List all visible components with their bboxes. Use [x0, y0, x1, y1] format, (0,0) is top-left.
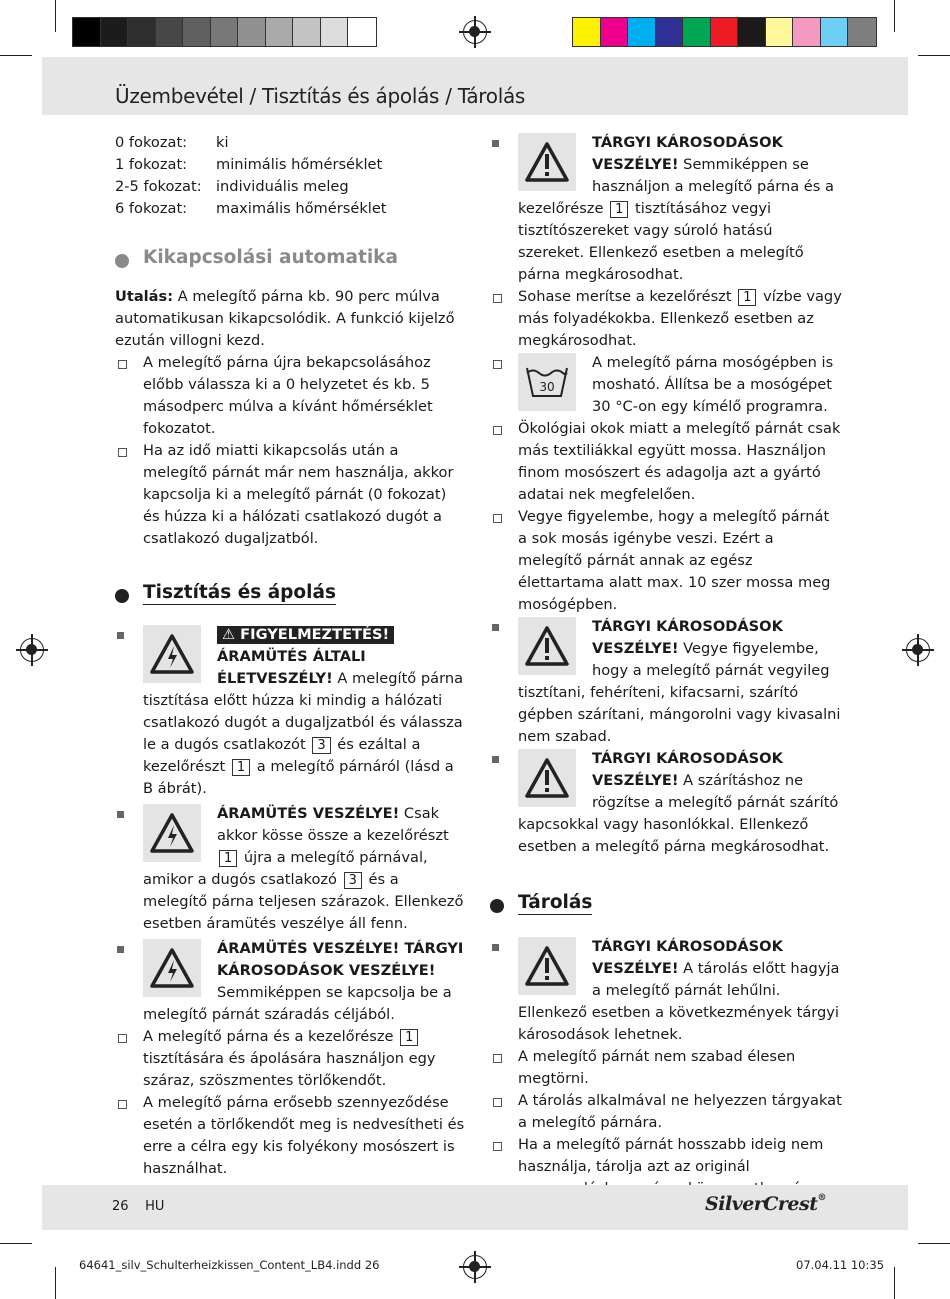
warning-triangle-icon — [518, 937, 576, 995]
process-color-bar — [572, 17, 877, 47]
part-number: 3 — [312, 737, 330, 754]
setting-value: individuális meleg — [216, 178, 349, 195]
electric-hazard-icon — [143, 804, 201, 862]
page-title: Üzembevétel / Tisztítás és ápolás / Tárolás — [115, 84, 526, 108]
color-swatch — [601, 18, 629, 46]
registration-mark-icon — [20, 638, 44, 662]
crop-mark — [918, 1243, 950, 1244]
section-heading-cleaning: Tisztítás és ápolás — [115, 582, 465, 604]
warning-triangle-icon — [518, 617, 576, 675]
language-code: HU — [145, 1199, 165, 1214]
grayscale-color-bar — [72, 17, 377, 47]
color-swatch — [293, 18, 321, 46]
color-swatch — [156, 18, 184, 46]
color-swatch — [238, 18, 266, 46]
crop-mark — [55, 1267, 56, 1299]
color-swatch — [101, 18, 129, 46]
color-swatch — [183, 18, 211, 46]
color-swatch — [848, 18, 876, 46]
color-swatch — [656, 18, 684, 46]
electric-hazard-icon — [143, 625, 201, 683]
warning-triangle-icon — [518, 133, 576, 191]
slug-date: 07.04.11 10:35 — [796, 1258, 885, 1272]
part-number: 1 — [610, 201, 628, 218]
warning-property-damage: TÁRGYI KÁROSODÁSOK VESZÉLYE! A tárolás előtt hagyja a melegítő párnát lehűlni. Ellenkező esetben a következmények tárgyi károsodások lehetnek. — [490, 936, 842, 1046]
list-item: A melegítő párna újra bekapcsolásához előbb válassza ki a 0 helyzetet és kb. 5 másodperc múlva a kívánt hőmérséklet fokozatot. — [115, 352, 465, 440]
list-item: Ökológiai okok miatt a melegítő párnát csak más textiliákkal együtt mossa. Használjon finom mosószert és adagolja azt a gyártó adatai nek megfelelően. — [490, 418, 842, 506]
section-heading-storage: Tárolás — [490, 892, 842, 914]
crop-mark — [918, 55, 950, 56]
warning-property-damage: TÁRGYI KÁROSODÁSOK VESZÉLYE! Semmiképpen se használjon a melegítő párna és a kezelőrésze 1 tisztításához vegyi tisztítószereket vagy súroló hatású szereket. Ellenkező esetben a melegítő párna megkárosodhat. — [490, 132, 842, 286]
warning-triangle-icon — [518, 749, 576, 807]
list-item-washing: 30 A melegítő párna mosógépben is mosható. Állítsa be a mosógépet 30 °C-on egy kímélő programra. — [490, 352, 842, 418]
svg-text:30: 30 — [539, 380, 555, 394]
crop-mark — [0, 1243, 32, 1244]
setting-value: minimális hőmérséklet — [216, 156, 383, 173]
setting-key: 0 fokozat: — [115, 134, 188, 151]
part-number: 3 — [344, 872, 362, 889]
list-item: Ha a melegítő párnát hosszabb ideig nem használja, tárolja azt az originál — [490, 1134, 842, 1222]
setting-value: maximális hőmérséklet — [216, 200, 387, 217]
section-heading-auto-off: Kikapcsolási automatika — [115, 247, 465, 269]
part-number: 1 — [400, 1029, 418, 1046]
page-number: 26 HU — [112, 1199, 165, 1214]
color-swatch — [573, 18, 601, 46]
color-swatch — [321, 18, 349, 46]
part-number: 1 — [219, 850, 237, 867]
part-number: 1 — [232, 759, 250, 776]
color-swatch — [628, 18, 656, 46]
silvercrest-logo: SilverCrest® — [705, 1193, 826, 1215]
crop-mark — [894, 0, 895, 32]
crop-mark — [0, 55, 32, 56]
washing-30-icon — [518, 353, 576, 411]
color-swatch — [821, 18, 849, 46]
color-swatch — [711, 18, 739, 46]
settings-table — [115, 132, 465, 220]
settings-row — [115, 132, 465, 154]
list-item: A melegítő párnát nem szabad élesen megtörni. — [490, 1046, 842, 1090]
settings-row — [115, 198, 465, 220]
color-swatch — [73, 18, 101, 46]
color-swatch — [766, 18, 794, 46]
warning-electric-shock: ⚠ FIGYELMEZTETÉS! ÁRAMÜTÉS ÁLTALI ÉLETVESZÉLY! A melegítő párna tisztítása előtt húzza ki mindig a hálózati csatlakozó dugót a dugaljzatból és válassza le a dugós csatlakozót 3 és ezáltal a kezelőrészt 1 a melegítő párnáról (lásd a B ábrát). — [115, 624, 465, 800]
crop-mark — [894, 1267, 895, 1299]
settings-row — [115, 176, 465, 198]
list-item: Sohase merítse a kezelőrészt 1 vízbe vagy más folyadékokba. Ellenkező esetben az megkárosodhat. — [490, 286, 842, 352]
setting-key: 1 fokozat: — [115, 156, 188, 173]
settings-row — [115, 154, 465, 176]
registration-mark-icon — [906, 638, 930, 662]
warning-badge: ⚠ FIGYELMEZTETÉS! — [217, 626, 394, 644]
color-swatch — [348, 18, 376, 46]
list-item: A melegítő párna és a kezelőrésze 1 tisztítására és ápolására használjon egy száraz, szöszmentes törlőkendőt. — [115, 1026, 465, 1092]
setting-key: 6 fokozat: — [115, 200, 188, 217]
color-swatch — [793, 18, 821, 46]
list-item: A tárolás alkalmával ne helyezzen tárgyakat a melegítő párnára. — [490, 1090, 842, 1134]
warning-property-damage: TÁRGYI KÁROSODÁSOK VESZÉLYE! Vegye figyelembe, hogy a melegítő párnát vegyileg tisztítani, fehéríteni, kifacsarni, szárító gépben szárítani, mángorolni vagy kivasalni nem szabad. — [490, 616, 842, 748]
setting-value: ki — [216, 134, 229, 151]
color-swatch — [211, 18, 239, 46]
color-swatch — [128, 18, 156, 46]
registration-mark-icon — [463, 20, 487, 44]
setting-key: 2-5 fokozat: — [115, 178, 202, 195]
color-swatch — [738, 18, 766, 46]
right-column — [490, 132, 842, 1222]
color-swatch — [683, 18, 711, 46]
registration-mark-icon — [463, 1255, 487, 1279]
part-number: 1 — [738, 289, 756, 306]
left-column — [115, 132, 465, 1180]
color-swatch — [266, 18, 294, 46]
warning-electric-shock: ÁRAMÜTÉS VESZÉLYE! Csak akkor kösse össze a kezelőrészt 1 újra a melegítő párnával, amikor a dugós csatlakozó 3 és a melegítő párna teljesen szárazok. Ellenkező esetben áramütés veszélye áll fenn. — [115, 803, 465, 935]
list-item: Ha az idő miatti kikapcsolás után a melegítő párnát már nem használja, akkor kapcsolja ki a melegítő párnát (0 fokozat) és húzza ki a hálózati csatlakozó dugót a csatlakozó dugaljzatból. — [115, 440, 465, 550]
slug-file-name: 64641_silv_Schulterheizkissen_Content_LB4.indd 26 — [79, 1258, 380, 1272]
list-item: Vegye figyelembe, hogy a melegítő párnát a sok mosás igénybe veszi. Ezért a melegítő párnát annak az egész élettartama alatt max. 10 szer mossa meg mosógépben. — [490, 506, 842, 616]
list-item: A melegítő párna erősebb szennyeződése esetén a törlőkendőt meg is nedvesítheti és erre a célra egy kis folyékony mosószert is használhat. — [115, 1092, 465, 1180]
auto-off-note: Utalás: A melegítő párna kb. 90 perc múlva automatikusan kikapcsolódik. A funkció kijelző ezután villogni kezd. — [115, 288, 455, 349]
warning-electric-shock-damage: ÁRAMÜTÉS VESZÉLYE! TÁRGYI KÁROSODÁSOK VESZÉLYE! Semmiképpen se kapcsolja be a melegítő párnát száradás céljából. — [115, 938, 465, 1026]
crop-mark — [55, 0, 56, 32]
electric-hazard-icon — [143, 939, 201, 997]
warning-property-damage: TÁRGYI KÁROSODÁSOK VESZÉLYE! A szárításhoz ne rögzítse a melegítő párnát szárító kapcsokkal vagy hasonlókkal. Ellenkező esetben a melegítő párna megkárosodhat. — [490, 748, 842, 858]
